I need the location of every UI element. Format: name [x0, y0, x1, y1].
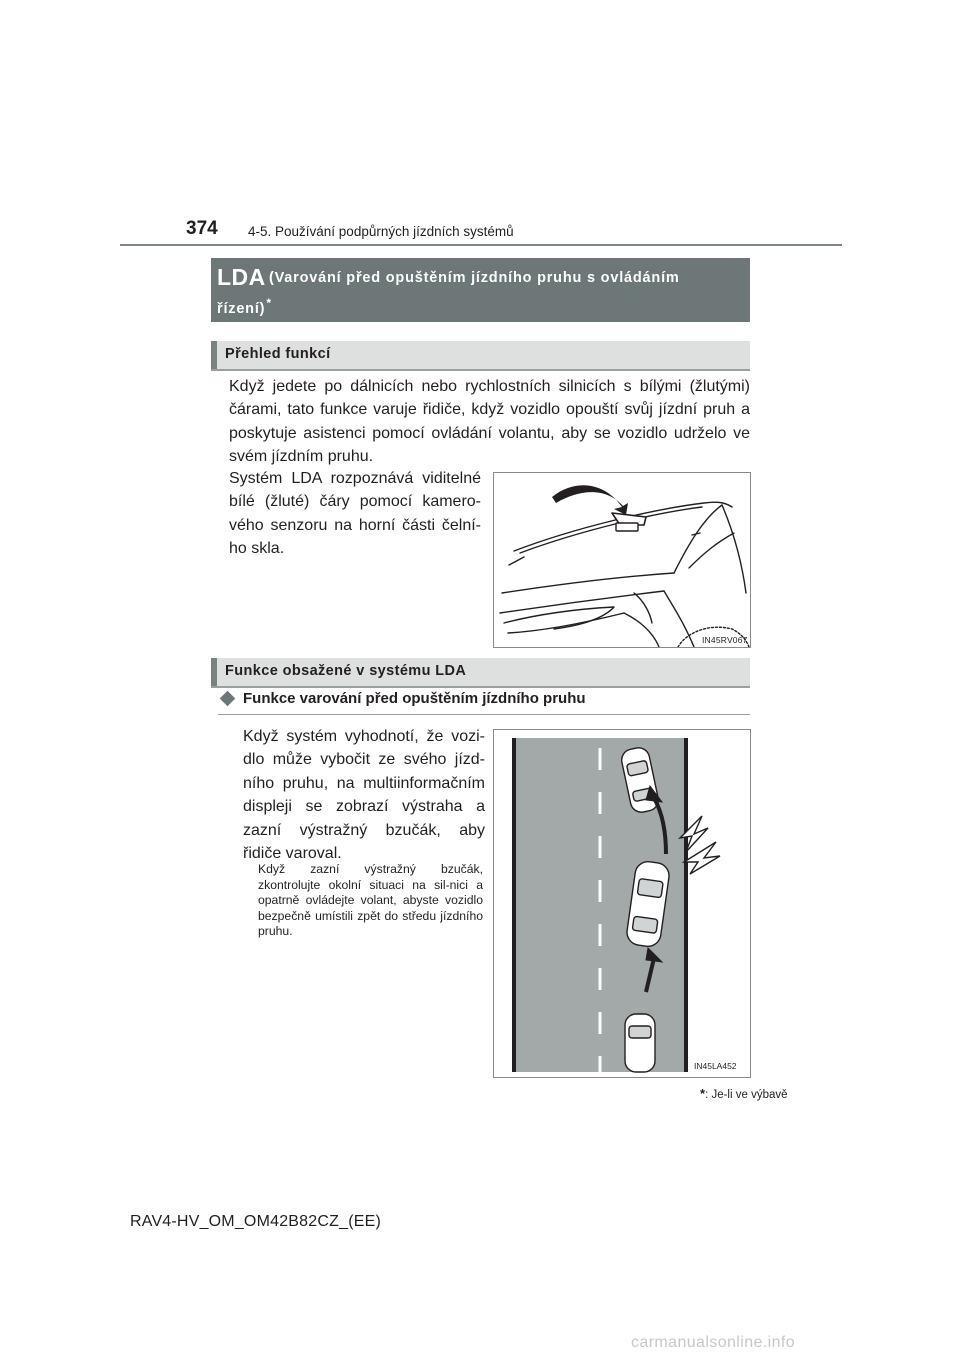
subheading — [218, 690, 586, 707]
diamond-bullet-icon — [220, 691, 236, 707]
camera-figure — [493, 472, 751, 648]
title-description-line2: řízení)* — [217, 296, 272, 317]
warning-paragraph: Když systém vyhodnotí, že vozi-dlo může vybočit ze svého jízd-ního pruhu, na multiinformačním displeji se zobrazí výstraha a zazní výstražný bzučák, aby řidiče varoval. — [243, 728, 485, 863]
lane-departure-figure — [493, 729, 751, 1078]
car-windshield-illustration — [494, 473, 750, 647]
section-marker — [211, 341, 217, 369]
section-marker — [211, 658, 217, 686]
car-bottom — [625, 1014, 655, 1072]
header-rule — [120, 244, 842, 246]
section-label: Přehled funkcí — [225, 346, 331, 362]
page-number: 374 — [186, 218, 218, 239]
subheading-text: Funkce varování před opuštěním jízdního pruhu — [243, 690, 586, 707]
caution-note: Když zazní výstražný bzučák, zkontrolujte okolní situaci na sil-nici a opatrně ovládejte volant, abyste vozidlo bezpečně umístili zpět do středu jízdního pruhu. — [258, 862, 483, 939]
lane-departure-illustration — [494, 730, 750, 1077]
intro-paragraph: Když jedete po dálnicích nebo rychlostních silnicích s bílými (žlutými) čárami, tato funkce varuje řidiče, když vozidlo opouští svůj jízdní pruh a poskytuje asistenci pomocí ovládání volantu, aby se vozidlo udrželo ve svém jízdním pruhu. — [229, 378, 750, 466]
subheading-rule — [218, 714, 750, 715]
title-abbreviation: LDA — [217, 264, 266, 290]
chapter-title: 4-5. Používání podpůrných jízdních systémů — [248, 224, 514, 239]
title-description-line1: (Varování před opuštěním jízdního pruhu s ovládáním — [269, 270, 680, 286]
figure-code: IN45RV067 — [702, 635, 748, 645]
asterisk-mark: * — [266, 296, 272, 310]
section-label: Funkce obsažené v systému LDA — [225, 663, 467, 679]
section-title-bar — [211, 258, 750, 322]
camera-paragraph: Systém LDA rozpoznává viditelné bílé (žluté) čáry pomocí kamero-vého senzoru na horní části čelní-ho skla. — [229, 470, 481, 558]
asterisk-mark: * — [700, 1086, 706, 1101]
section-header-functions — [211, 658, 750, 688]
manual-id: RAV4-HV_OM_OM42B82CZ_(EE) — [130, 1213, 381, 1230]
camera-callout-arrow — [552, 485, 628, 515]
footnote — [700, 1086, 788, 1101]
figure-code: IN45LA452 — [694, 1061, 737, 1071]
watermark: carmanualsonline.info — [631, 1334, 796, 1351]
footnote-text: : Je-li ve výbavě — [705, 1089, 788, 1101]
section-header-overview — [211, 341, 750, 371]
